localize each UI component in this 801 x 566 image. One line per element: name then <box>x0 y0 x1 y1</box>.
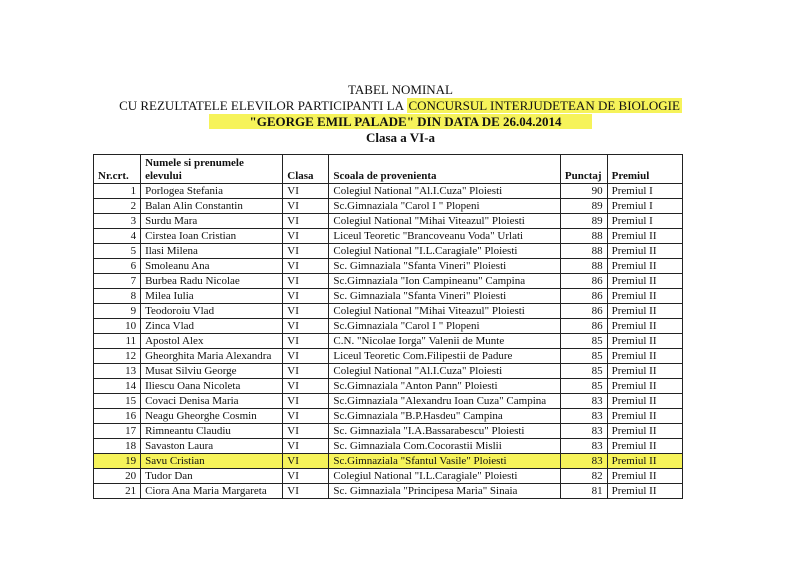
cell-prize: Premiul II <box>607 229 682 244</box>
cell-name: Iliescu Oana Nicoleta <box>141 379 283 394</box>
table-row <box>94 379 683 394</box>
cell-school: Sc. Gimnaziala "I.A.Bassarabescu" Ploiesti <box>329 424 560 439</box>
cell-name: Porlogea Stefania <box>141 184 283 199</box>
cell-score: 83 <box>560 454 607 469</box>
table-row <box>94 484 683 499</box>
cell-score: 82 <box>560 469 607 484</box>
cell-nr: 17 <box>94 424 141 439</box>
cell-prize: Premiul I <box>607 214 682 229</box>
cell-school: Colegiul National "Al.I.Cuza" Ploiesti <box>329 184 560 199</box>
cell-school: Colegiul National "Mihai Viteazul" Ploiesti <box>329 214 560 229</box>
cell-prize: Premiul II <box>607 394 682 409</box>
table-body <box>94 184 683 499</box>
cell-nr: 13 <box>94 364 141 379</box>
cell-nr: 3 <box>94 214 141 229</box>
cell-clasa: VI <box>283 319 329 334</box>
cell-name: Savu Cristian <box>141 454 283 469</box>
cell-clasa: VI <box>283 394 329 409</box>
cell-score: 86 <box>560 319 607 334</box>
cell-name: Tudor Dan <box>141 469 283 484</box>
col-nr-header: Nr.crt. <box>94 155 141 184</box>
cell-nr: 19 <box>94 454 141 469</box>
cell-nr: 12 <box>94 349 141 364</box>
cell-prize: Premiul II <box>607 439 682 454</box>
table-row <box>94 289 683 304</box>
table-row <box>94 259 683 274</box>
cell-school: C.N. "Nicolae Iorga" Valenii de Munte <box>329 334 560 349</box>
cell-score: 81 <box>560 484 607 499</box>
contest-name-highlighted: CONCURSUL INTERJUDETEAN DE BIOLOGIE <box>408 98 680 113</box>
results-table <box>93 154 683 499</box>
table-row <box>94 469 683 484</box>
cell-clasa: VI <box>283 184 329 199</box>
cell-score: 90 <box>560 184 607 199</box>
cell-score: 88 <box>560 244 607 259</box>
cell-nr: 2 <box>94 199 141 214</box>
doc-subtitle <box>0 98 801 114</box>
cell-prize: Premiul II <box>607 484 682 499</box>
cell-nr: 6 <box>94 259 141 274</box>
cell-nr: 9 <box>94 304 141 319</box>
cell-school: Sc.Gimnaziala "Ion Campineanu" Campina <box>329 274 560 289</box>
cell-prize: Premiul II <box>607 304 682 319</box>
cell-nr: 14 <box>94 379 141 394</box>
cell-nr: 4 <box>94 229 141 244</box>
cell-clasa: VI <box>283 349 329 364</box>
cell-clasa: VI <box>283 379 329 394</box>
table-row <box>94 424 683 439</box>
cell-clasa: VI <box>283 199 329 214</box>
table-row <box>94 199 683 214</box>
cell-nr: 20 <box>94 469 141 484</box>
cell-name: Zinca Vlad <box>141 319 283 334</box>
cell-nr: 7 <box>94 274 141 289</box>
cell-prize: Premiul II <box>607 319 682 334</box>
table-row <box>94 214 683 229</box>
cell-nr: 1 <box>94 184 141 199</box>
cell-score: 88 <box>560 229 607 244</box>
cell-prize: Premiul I <box>607 199 682 214</box>
cell-score: 85 <box>560 349 607 364</box>
cell-school: Liceul Teoretic "Brancoveanu Voda" Urlati <box>329 229 560 244</box>
cell-prize: Premiul II <box>607 244 682 259</box>
cell-school: Sc.Gimnaziala "Alexandru Ioan Cuza" Campina <box>329 394 560 409</box>
cell-prize: Premiul II <box>607 364 682 379</box>
cell-name: Surdu Mara <box>141 214 283 229</box>
cell-nr: 21 <box>94 484 141 499</box>
col-clasa-header: Clasa <box>283 155 329 184</box>
cell-prize: Premiul II <box>607 379 682 394</box>
cell-school: Sc. Gimnaziala Com.Cocorastii Mislii <box>329 439 560 454</box>
cell-name: Ciora Ana Maria Margareta <box>141 484 283 499</box>
cell-school: Sc.Gimnaziala "Anton Pann" Ploiesti <box>329 379 560 394</box>
cell-name: Ilasi Milena <box>141 244 283 259</box>
cell-name: Burbea Radu Nicolae <box>141 274 283 289</box>
cell-nr: 8 <box>94 289 141 304</box>
cell-score: 86 <box>560 274 607 289</box>
table-row <box>94 349 683 364</box>
cell-score: 85 <box>560 364 607 379</box>
cell-score: 89 <box>560 199 607 214</box>
cell-clasa: VI <box>283 454 329 469</box>
cell-school: Sc. Gimnaziala "Principesa Maria" Sinaia <box>329 484 560 499</box>
col-prize-header: Premiul <box>607 155 682 184</box>
cell-school: Colegiul National "I.L.Caragiale" Ploiesti <box>329 469 560 484</box>
cell-score: 86 <box>560 289 607 304</box>
table-row <box>94 409 683 424</box>
cell-clasa: VI <box>283 304 329 319</box>
cell-clasa: VI <box>283 259 329 274</box>
cell-name: Milea Iulia <box>141 289 283 304</box>
cell-name: Musat Silviu George <box>141 364 283 379</box>
cell-score: 83 <box>560 439 607 454</box>
subtitle-part1: CU REZULTATELE ELEVILOR PARTICIPANTI LA <box>119 98 407 113</box>
col-name-header: Numele si prenumele elevului <box>141 155 283 184</box>
cell-name: Apostol Alex <box>141 334 283 349</box>
cell-clasa: VI <box>283 424 329 439</box>
table-row <box>94 394 683 409</box>
cell-school: Colegiul National "I.L.Caragiale" Ploiesti <box>329 244 560 259</box>
class-label: Clasa a VI-a <box>365 130 436 145</box>
cell-school: Sc.Gimnaziala "Carol I " Plopeni <box>329 199 560 214</box>
table-row <box>94 364 683 379</box>
table-row <box>94 439 683 454</box>
cell-score: 83 <box>560 409 607 424</box>
table-row <box>94 304 683 319</box>
cell-nr: 15 <box>94 394 141 409</box>
doc-title: TABEL NOMINAL <box>348 82 453 97</box>
cell-prize: Premiul I <box>607 184 682 199</box>
cell-clasa: VI <box>283 289 329 304</box>
cell-name: Neagu Gheorghe Cosmin <box>141 409 283 424</box>
cell-score: 86 <box>560 304 607 319</box>
cell-school: Colegiul National "Al.I.Cuza" Ploiesti <box>329 364 560 379</box>
cell-nr: 16 <box>94 409 141 424</box>
cell-name: Covaci Denisa Maria <box>141 394 283 409</box>
document-header <box>0 82 801 146</box>
cell-name: Cirstea Ioan Cristian <box>141 229 283 244</box>
table-row <box>94 454 683 469</box>
cell-clasa: VI <box>283 244 329 259</box>
cell-clasa: VI <box>283 409 329 424</box>
cell-name: Gheorghita Maria Alexandra <box>141 349 283 364</box>
cell-name: Smoleanu Ana <box>141 259 283 274</box>
table-header-row <box>94 155 683 184</box>
cell-score: 85 <box>560 379 607 394</box>
cell-prize: Premiul II <box>607 424 682 439</box>
cell-clasa: VI <box>283 364 329 379</box>
table-row <box>94 274 683 289</box>
cell-score: 88 <box>560 259 607 274</box>
cell-clasa: VI <box>283 484 329 499</box>
table-row <box>94 244 683 259</box>
cell-prize: Premiul II <box>607 289 682 304</box>
cell-clasa: VI <box>283 229 329 244</box>
cell-school: Liceul Teoretic Com.Filipestii de Padure <box>329 349 560 364</box>
table-row <box>94 334 683 349</box>
cell-school: Sc. Gimnaziala "Sfanta Vineri" Ploiesti <box>329 289 560 304</box>
cell-clasa: VI <box>283 469 329 484</box>
cell-prize: Premiul II <box>607 349 682 364</box>
cell-clasa: VI <box>283 334 329 349</box>
cell-score: 83 <box>560 394 607 409</box>
cell-nr: 5 <box>94 244 141 259</box>
cell-school: Sc.Gimnaziala "B.P.Hasdeu" Campina <box>329 409 560 424</box>
cell-nr: 10 <box>94 319 141 334</box>
cell-school: Sc.Gimnaziala "Sfantul Vasile" Ploiesti <box>329 454 560 469</box>
contest-date-highlighted: "GEORGE EMIL PALADE" DIN DATA DE 26.04.2014 <box>209 114 591 129</box>
cell-prize: Premiul II <box>607 454 682 469</box>
cell-clasa: VI <box>283 214 329 229</box>
cell-score: 89 <box>560 214 607 229</box>
cell-name: Teodoroiu Vlad <box>141 304 283 319</box>
cell-school: Sc. Gimnaziala "Sfanta Vineri" Ploiesti <box>329 259 560 274</box>
cell-clasa: VI <box>283 274 329 289</box>
cell-score: 85 <box>560 334 607 349</box>
cell-name: Savaston Laura <box>141 439 283 454</box>
cell-prize: Premiul II <box>607 274 682 289</box>
col-school-header: Scoala de provenienta <box>329 155 560 184</box>
col-score-header: Punctaj <box>560 155 607 184</box>
cell-name: Rimneantu Claudiu <box>141 424 283 439</box>
cell-school: Colegiul National "Mihai Viteazul" Ploiesti <box>329 304 560 319</box>
cell-score: 83 <box>560 424 607 439</box>
cell-prize: Premiul II <box>607 334 682 349</box>
cell-nr: 11 <box>94 334 141 349</box>
cell-school: Sc.Gimnaziala "Carol I " Plopeni <box>329 319 560 334</box>
table-row <box>94 229 683 244</box>
table-row <box>94 319 683 334</box>
table-row <box>94 184 683 199</box>
cell-prize: Premiul II <box>607 469 682 484</box>
contest-date-line <box>0 114 801 130</box>
cell-nr: 18 <box>94 439 141 454</box>
cell-clasa: VI <box>283 439 329 454</box>
cell-prize: Premiul II <box>607 409 682 424</box>
cell-prize: Premiul II <box>607 259 682 274</box>
cell-name: Balan Alin Constantin <box>141 199 283 214</box>
